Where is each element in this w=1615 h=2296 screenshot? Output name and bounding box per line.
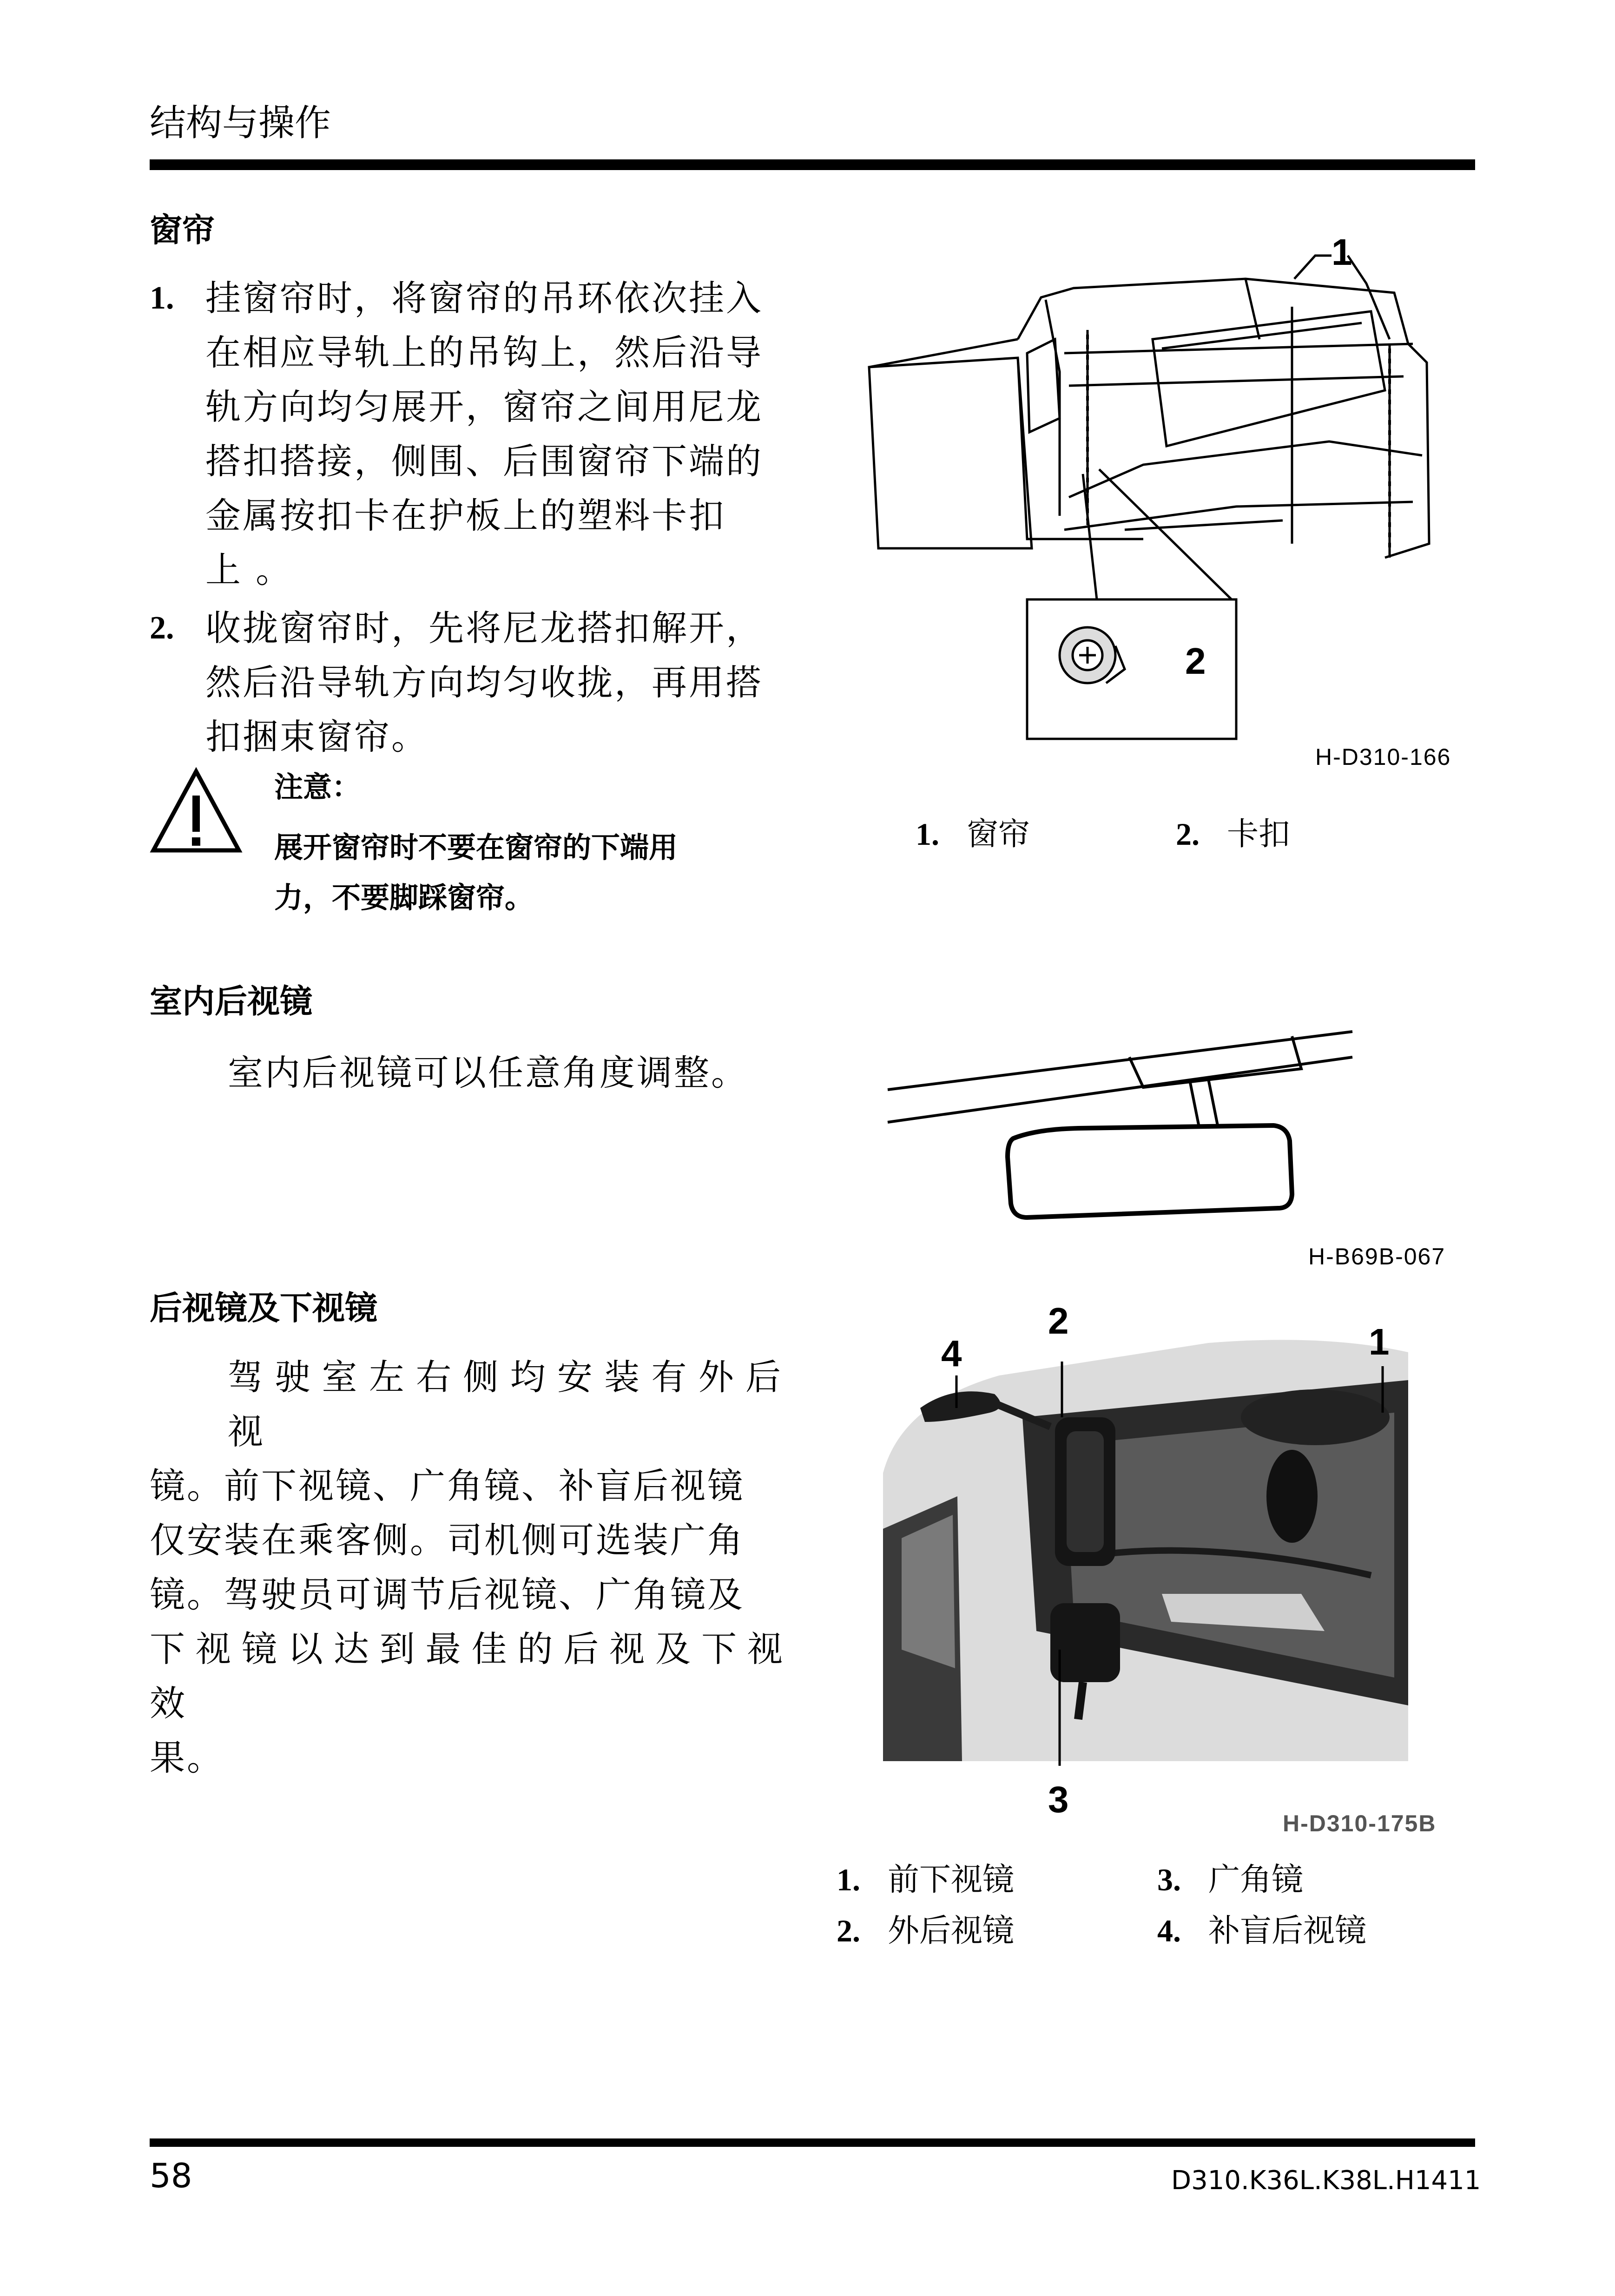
text-line: 下视镜以达到最佳的后视及下视效 xyxy=(150,1628,791,1724)
legend-item-2 xyxy=(1176,809,1290,860)
curtain-instructions xyxy=(150,271,796,764)
interior-mirror-title: 室内后视镜 xyxy=(150,982,312,1020)
figure-code: H-D310-175B xyxy=(1283,1810,1437,1836)
callout-2: 2 xyxy=(1048,1300,1069,1342)
exterior-mirror-photo xyxy=(883,1296,1422,1826)
text-line: 轨方向均匀展开，窗帘之间用尼龙 xyxy=(205,386,763,428)
curtain-step-1 xyxy=(150,271,796,597)
interior-mirror-text: 室内后视镜可以任意角度调整。 xyxy=(228,1052,748,1093)
legend-item-4 xyxy=(1157,1905,1366,1957)
text-line: 挂窗帘时，将窗帘的吊环依次挂入 xyxy=(205,277,763,319)
legend-item-1 xyxy=(837,1854,1014,1906)
warning-text xyxy=(274,822,678,923)
text-line: 镜。前下视镜、广角镜、补盲后视镜 xyxy=(150,1465,745,1507)
legend-label: 外后视镜 xyxy=(888,1913,1015,1949)
clip-icon xyxy=(1060,627,1125,683)
legend-number: 2. xyxy=(1176,816,1200,852)
curtain-figure xyxy=(864,223,1478,753)
interior-mirror-figure xyxy=(883,1018,1371,1231)
legend-item-2 xyxy=(837,1905,1014,1957)
legend-label: 前下视镜 xyxy=(888,1862,1015,1898)
text-line: 驾驶室左右侧均安装有外后视 xyxy=(228,1356,791,1452)
header-rule xyxy=(150,159,1475,170)
warning-label: 注意： xyxy=(274,770,361,804)
text-line: 仅安装在乘客侧。司机侧可选装广角 xyxy=(150,1520,745,1561)
exterior-mirror-title: 后视镜及下视镜 xyxy=(150,1289,377,1327)
warning-triangle-icon xyxy=(150,767,243,855)
figure-code: H-D310-166 xyxy=(1315,744,1451,770)
exterior-mirror-text xyxy=(150,1350,791,1785)
text-line: 果。 xyxy=(150,1737,224,1778)
text-line: 收拢窗帘时，先将尼龙搭扣解开， xyxy=(205,607,763,649)
legend-label: 卡扣 xyxy=(1227,816,1291,853)
document-code: D310.K36L.K38L.H1411 xyxy=(1171,2165,1481,2196)
legend-number: 1. xyxy=(837,1862,860,1897)
legend-item-1 xyxy=(916,809,1030,860)
curtain-section-title: 窗帘 xyxy=(150,211,215,249)
text-line: 力，不要脚踩窗帘。 xyxy=(274,881,534,914)
text-line: 镜。驾驶员可调节后视镜、广角镜及 xyxy=(150,1574,745,1615)
callout-4: 4 xyxy=(941,1333,962,1374)
text-line: 展开窗帘时不要在窗帘的下端用 xyxy=(274,830,678,864)
text-line: 扣捆束窗帘。 xyxy=(205,716,428,757)
legend-label: 广角镜 xyxy=(1208,1862,1304,1898)
legend-number: 1. xyxy=(916,816,939,852)
legend-label: 窗帘 xyxy=(967,816,1030,853)
figure-code: H-B69B-067 xyxy=(1308,1243,1446,1270)
page-header-title: 结构与操作 xyxy=(150,102,331,144)
text-line: 搭扣搭接，侧围、后围窗帘下端的 xyxy=(205,441,763,482)
callout-3: 3 xyxy=(1048,1779,1069,1820)
curtain-step-2 xyxy=(150,601,796,764)
text-line: 上 。 xyxy=(205,549,293,591)
page-number: 58 xyxy=(150,2156,192,2195)
legend-item-3 xyxy=(1157,1854,1303,1906)
text-line: 金属按扣卡在护板上的塑料卡扣 xyxy=(205,495,726,536)
callout-1: 1 xyxy=(1332,231,1352,273)
legend-number: 2. xyxy=(837,1913,860,1948)
callout-1: 1 xyxy=(1369,1321,1390,1362)
footer-rule xyxy=(150,2138,1475,2147)
text-line: 在相应导轨上的吊钩上，然后沿导 xyxy=(205,332,763,373)
legend-number: 3. xyxy=(1157,1862,1181,1897)
callout-2: 2 xyxy=(1185,640,1206,682)
legend-number: 4. xyxy=(1157,1913,1181,1948)
legend-label: 补盲后视镜 xyxy=(1208,1913,1367,1949)
step-number: 2. xyxy=(150,610,174,646)
step-number: 1. xyxy=(150,280,174,316)
text-line: 然后沿导轨方向均匀收拢，再用搭 xyxy=(205,662,763,703)
